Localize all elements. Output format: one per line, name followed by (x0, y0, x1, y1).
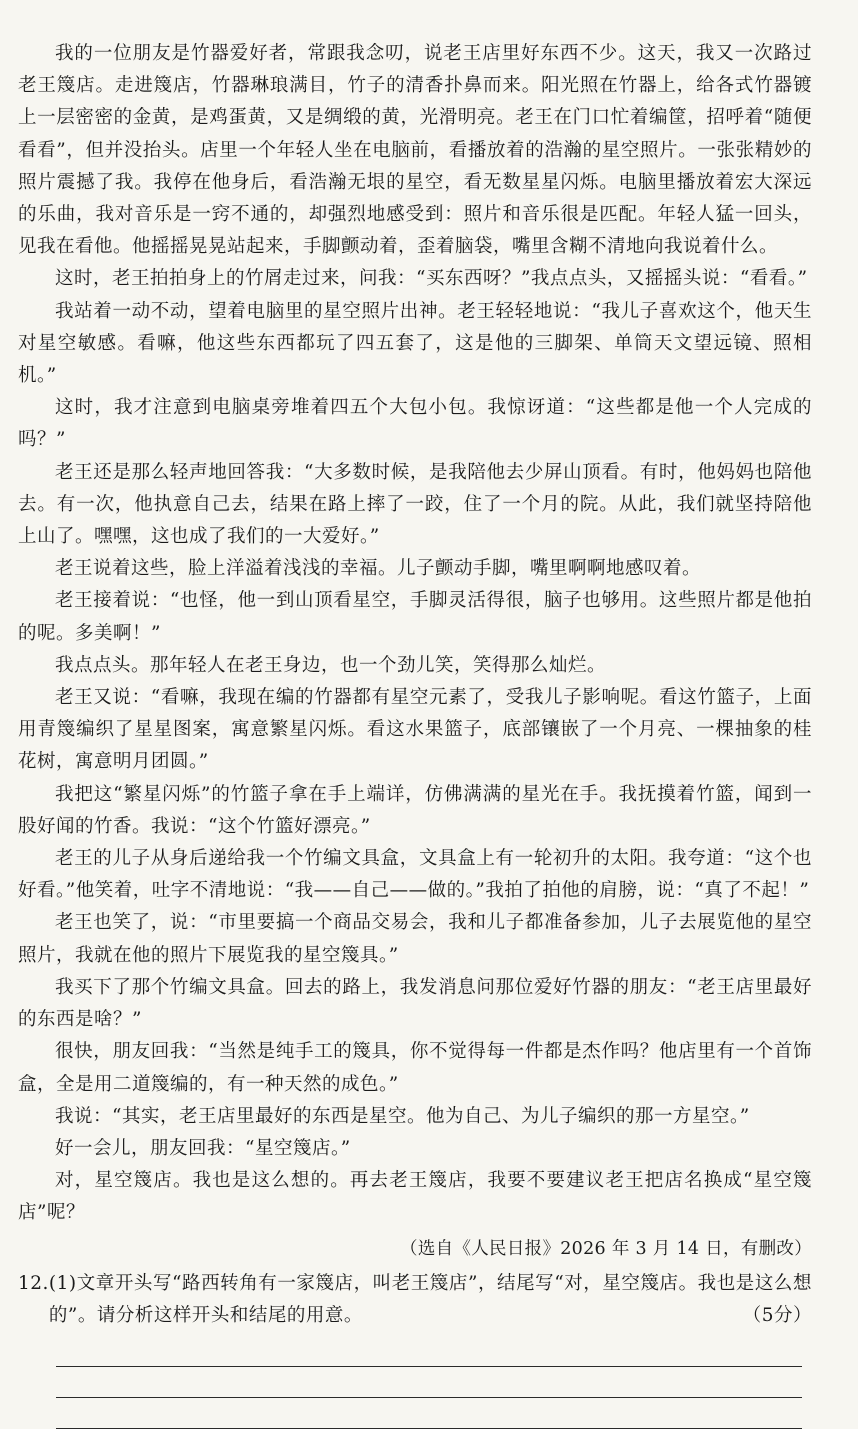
source-citation: （选自《人民日报》2026 年 3 月 14 日，有删改） (400, 1238, 812, 1259)
question-score: （5分） (742, 1304, 812, 1326)
paragraph: 很快，朋友回我：“当然是纯手工的篾具，你不觉得每一件都是杰作吗？他店里有一个首饰盒，全是用二道篾编的，有一种天然的成色。” (18, 1041, 812, 1095)
paragraph: 老王还是那么轻声地回答我：“大多数时候，是我陪他去少屏山顶看。有时，他妈妈也陪他去。有一次，他执意自己去，结果在路上摔了一跤，住了一个月的院。从此，我们就坚持陪他上山了。嘿嘿，这也成了我们的一大爱好。” (18, 461, 812, 548)
paragraph: 老王的儿子从身后递给我一个竹编文具盒，文具盒上有一轮初升的太阳。我夸道：“这个也好看。”他笑着，吐字不清地说：“我——自己——做的。”我拍了拍他的肩膀，说：“真了不起！” (18, 848, 812, 902)
paragraph: 我站着一动不动，望着电脑里的星空照片出神。老王轻轻地说：“我儿子喜欢这个，他天生对星空敏感。看嘛，他这些东西都玩了四五套了，这是他的三脚架、单筒天文望远镜、照相机。” (18, 300, 812, 387)
question-number: 12. (18, 1272, 49, 1294)
paragraph: 好一会儿，朋友回我：“星空篾店。” (55, 1137, 351, 1159)
article-body (18, 38, 812, 1230)
answer-area[interactable] (18, 1336, 812, 1429)
question-text (49, 1268, 812, 1332)
paragraph: 我的一位朋友是竹器爱好者，常跟我念叨，说老王店里好东西不少。这天，我又一次路过老王篾店。走进篾店，竹器琳琅满目，竹子的清香扑鼻而来。阳光照在竹器上，给各式竹器镀上一层密密的金黄，是鸡蛋黄，又是绸缎的黄，光滑明亮。老王在门口忙着编筐，招呼着“随便看看”，但并没抬头。店里一个年轻人坐在电脑前，看播放着的浩瀚的星空照片。一张张精妙的照片震撼了我。我停在他身后，看浩瀚无垠的星空，看无数星星闪烁。电脑里播放着宏大深远的乐曲，我对音乐是一窍不通的，却强烈地感受到：照片和音乐很是匹配。年轻人猛一回头，见我在看他。他摇摇晃晃站起来，手脚颤动着，歪着脑袋，嘴里含糊不清地向我说着什么。 (18, 43, 812, 258)
paragraph: 我把这“繁星闪烁”的竹篮子拿在手上端详，仿佛满满的星光在手。我抚摸着竹篮，闻到一股好闻的竹香。我说：“这个竹篮好漂亮。” (18, 783, 812, 837)
question-12 (18, 1268, 812, 1332)
paragraph: 我点点头。那年轻人在老王身边，也一个劲儿笑，笑得那么灿烂。 (55, 654, 607, 676)
answer-line[interactable] (56, 1367, 802, 1398)
paragraph: 老王说着这些，脸上洋溢着浅浅的幸福。儿子颤动手脚，嘴里啊啊地感叹着。 (55, 558, 702, 580)
paragraph: 对，星空篾店。我也是这么想的。再去老王篾店，我要不要建议老王把店名换成“星空篾店”呢？ (18, 1170, 812, 1224)
paragraph: 老王也笑了，说：“市里要搞一个商品交易会，我和儿子都准备参加，儿子去展览他的星空照片，我就在他的照片下展览我的星空篾具。” (18, 912, 812, 966)
paragraph: 我买下了那个竹编文具盒。回去的路上，我发消息问那位爱好竹器的朋友：“老王店里最好的东西是啥？” (18, 976, 812, 1031)
paragraph: 这时，我才注意到电脑桌旁堆着四五个大包小包。我惊讶道：“这些都是他一个人完成的吗？” (18, 397, 812, 451)
paragraph: 这时，老王拍拍身上的竹屑走过来，问我：“买东西呀？”我点点头，又摇摇头说：“看看。” (55, 268, 808, 290)
paragraph: 老王接着说：“也怪，他一到山顶看星空，手脚灵活得很，脑子也够用。这些照片都是他拍的呢。多美啊！” (18, 590, 812, 644)
answer-line[interactable] (56, 1336, 802, 1367)
paragraph: 老王又说：“看嘛，我现在编的竹器都有星空元素了，受我儿子影响呢。看这竹篮子，上面用青篾编织了星星图案，寓意繁星闪烁。看这水果篮子，底部镶嵌了一个月亮、一棵抽象的桂花树，寓意明月团圆。” (18, 687, 812, 773)
question-prompt: (1)文章开头写“路西转角有一家篾店，叫老王篾店”，结尾写“对，星空篾店。我也是这么想的”。请分析这样开头和结尾的用意。 (48, 1272, 812, 1326)
paragraph: 我说：“其实，老王店里最好的东西是星空。他为自己、为儿子编织的那一方星空。” (55, 1105, 750, 1127)
answer-line[interactable] (56, 1398, 802, 1429)
